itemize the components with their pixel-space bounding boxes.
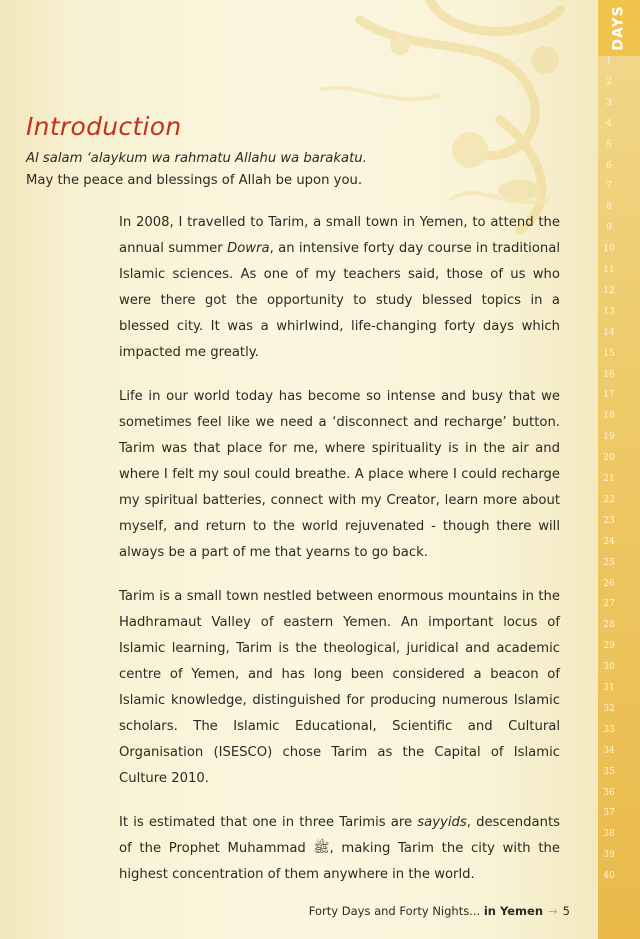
day-number: 30 <box>603 662 615 673</box>
body-text <box>119 210 560 906</box>
day-number: 24 <box>603 536 615 547</box>
paragraph-1: In 2008, I travelled to Tarim, a small town in Yemen, to attend the annual summer Dowra, an intensive forty day course in traditional Islamic sciences. As one of my teachers said, those of us who were there got the opportunity to study blessed topics in a blessed city. It was a whirlwind, life-changing forty days which impacted me greatly. <box>119 215 560 360</box>
day-number: 4 <box>606 118 612 129</box>
day-number: 39 <box>603 850 615 861</box>
footer-book-title: Forty Days and Forty Nights... <box>308 904 484 918</box>
days-label: DAYS <box>598 0 640 56</box>
paragraph-3: Tarim is a small town nestled between enormous mountains in the Hadhramaut Valley of eastern Yemen. An important locus of Islamic learning, Tarim is the theological, juridical and academic centre of Yemen, and has long been considered a beacon of Islamic knowledge, distinguished for producing numerous Islamic scholars. The Islamic Educational, Scientific and Cultural Organisation (ISESCO) chose Tarim as the Capital of Islamic Culture 2010. <box>119 589 560 786</box>
day-number: 40 <box>603 871 615 882</box>
arrow-icon: → <box>548 904 558 918</box>
day-number: 11 <box>603 265 615 275</box>
paragraph-2: Life in our world today has become so intense and busy that we sometimes feel like we need a ‘disconnect and recharge’ button. Tarim was that place for me, where spirituality is in the air and where I felt my soul could breathe. A place where I could recharge my spiritual batteries, connect with my Creator, learn more about myself, and return to the world rejuvenated - though there will always be a part of me that yearns to go back. <box>119 389 560 560</box>
day-number: 37 <box>603 808 615 819</box>
day-number: 38 <box>603 829 615 840</box>
day-number: 35 <box>603 766 615 777</box>
day-number: 36 <box>603 787 615 798</box>
day-number: 33 <box>603 724 615 735</box>
greeting-english: May the peace and blessings of Allah be upon you. <box>26 173 363 188</box>
day-number: 28 <box>603 620 615 631</box>
page-title: Introduction <box>26 112 182 141</box>
greeting-arabic: Al salam ‘alaykum wa rahmatu Allahu wa barakatu. <box>26 151 367 166</box>
day-number: 6 <box>606 160 612 171</box>
paragraph-4: It is estimated that one in three Tarimis are sayyids, descendants of the Prophet Muhammad ﷺ, making Tarim the city with the highest concentration of them anywhere in the world. <box>119 815 560 882</box>
day-number: 22 <box>603 494 615 505</box>
day-number: 7 <box>606 181 612 192</box>
day-number: 26 <box>603 578 615 589</box>
day-number: 25 <box>603 557 615 568</box>
day-number: 23 <box>603 515 615 526</box>
day-number: 3 <box>606 97 612 108</box>
day-number: 21 <box>603 474 615 484</box>
day-number: 18 <box>603 411 615 422</box>
day-number: 29 <box>603 641 615 652</box>
day-number: 27 <box>603 599 615 610</box>
page-number: 5 <box>562 904 570 918</box>
day-number: 20 <box>603 453 615 464</box>
day-number: 14 <box>603 327 615 338</box>
greeting <box>26 148 367 192</box>
day-number: 19 <box>603 432 615 443</box>
day-number: 1 <box>606 56 612 66</box>
day-number: 12 <box>603 285 615 296</box>
page-footer <box>0 904 570 918</box>
days-tab <box>598 0 640 939</box>
day-number: 31 <box>603 683 615 693</box>
day-number: 9 <box>606 223 612 234</box>
day-number: 34 <box>603 745 615 756</box>
day-number: 2 <box>606 76 612 87</box>
day-number: 15 <box>603 348 615 359</box>
day-number: 5 <box>606 139 612 150</box>
floral-ornament <box>300 0 600 240</box>
day-number: 17 <box>603 390 615 401</box>
day-number: 13 <box>603 306 615 317</box>
day-number: 32 <box>603 703 615 714</box>
day-number: 8 <box>606 202 612 213</box>
footer-place: in Yemen <box>483 904 544 918</box>
day-number: 10 <box>603 244 615 255</box>
day-number: 16 <box>603 369 615 380</box>
